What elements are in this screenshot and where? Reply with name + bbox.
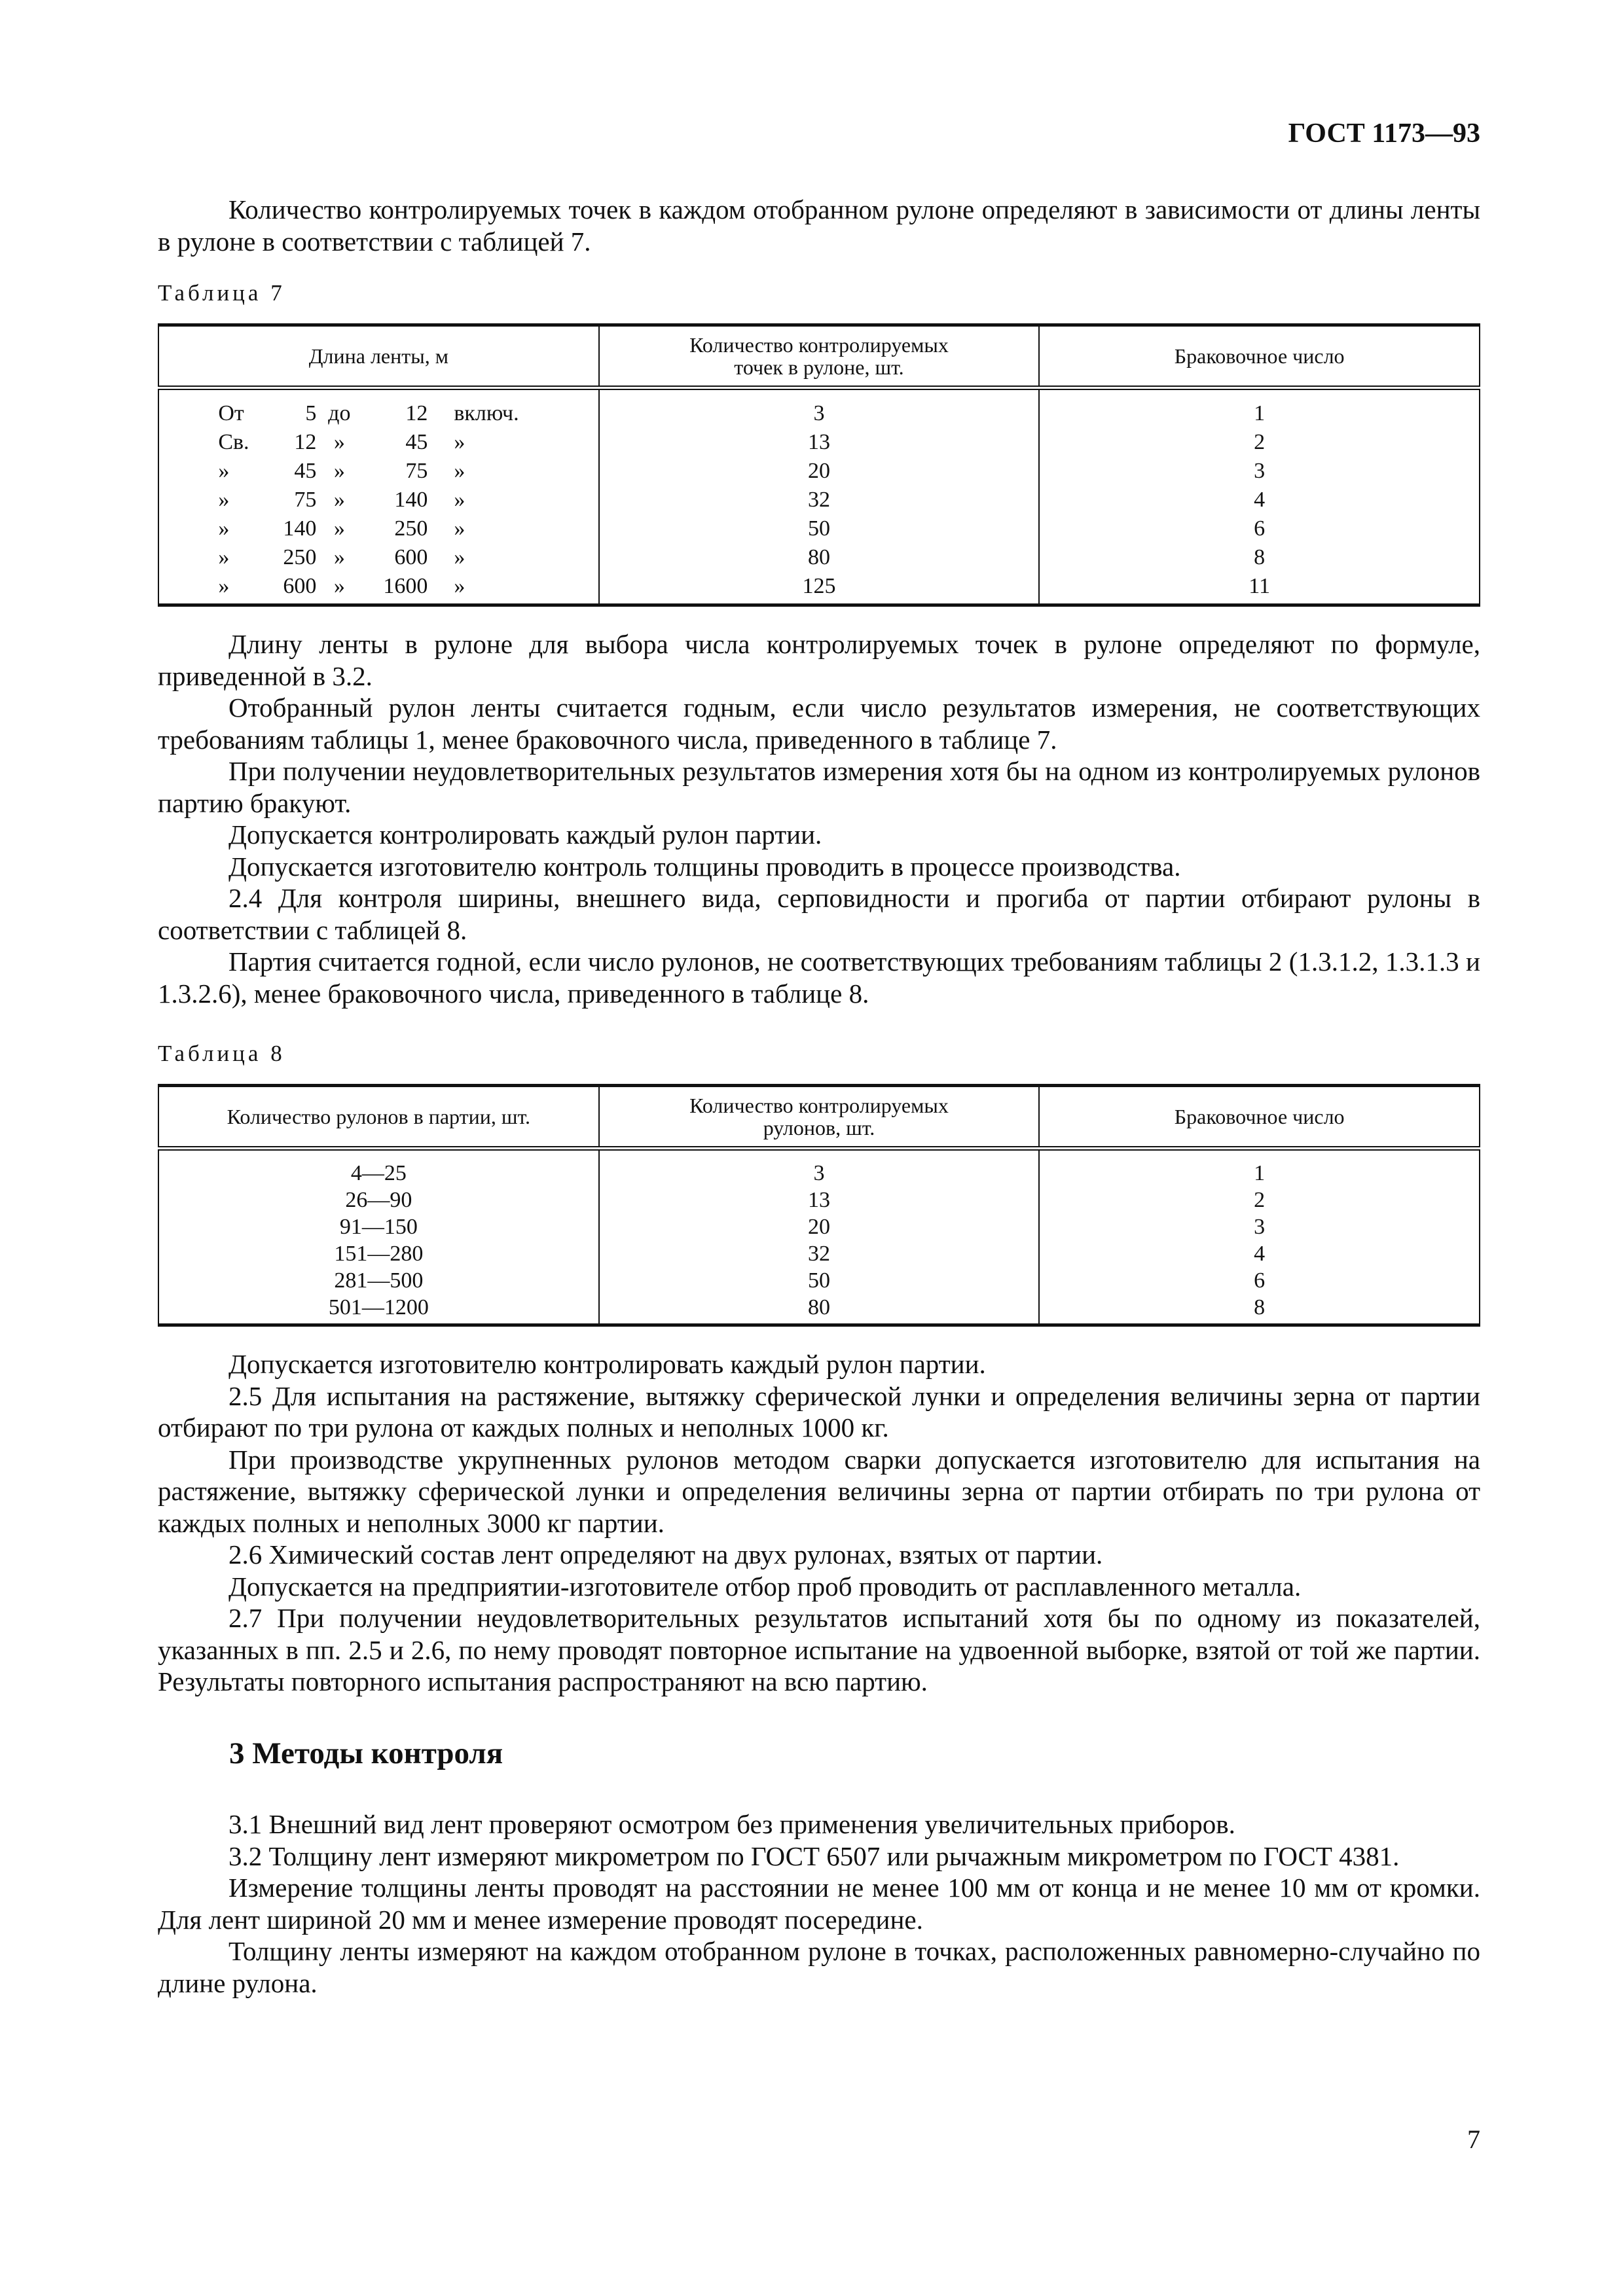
table-row — [158, 1187, 1480, 1213]
table-row — [158, 572, 1480, 605]
page-number: 7 — [1467, 2125, 1480, 2154]
reject-cell: 3 — [1039, 1213, 1480, 1240]
length-from: 5 — [305, 401, 317, 425]
table-row — [158, 1294, 1480, 1325]
table-row — [158, 486, 1480, 514]
reject-cell: 2 — [1039, 428, 1480, 457]
sample-cell: 3 — [599, 1149, 1040, 1187]
length-prefix: » — [218, 574, 230, 598]
length-separator: » — [333, 516, 345, 541]
points-cell: 32 — [599, 486, 1040, 514]
length-prefix: » — [218, 545, 230, 569]
length-suffix: » — [454, 574, 465, 598]
intro-text — [158, 194, 1480, 257]
length-suffix: » — [454, 545, 465, 569]
reject-cell: 4 — [1039, 1240, 1480, 1267]
table-row — [158, 388, 1480, 429]
reject-cell: 6 — [1039, 514, 1480, 543]
length-from: 140 — [283, 516, 317, 541]
paragraph: При производстве укрупненных рулонов методом сварки допускается изготовителю для испытания на растяжение, вытяжку сферической лунки и определения величины зерна от партии отбирать по три рулона от каждых полных и неполных 3000 кг партии. — [158, 1444, 1480, 1538]
column-header: Количество контролируемых точек в рулоне, шт. — [599, 325, 1040, 388]
paragraph: Толщину ленты измеряют на каждом отобранном рулоне в точках, расположенных равномерно-случайно по длине рулона. — [158, 1936, 1480, 1998]
length-to: 600 — [394, 545, 428, 569]
sample-cell: 32 — [599, 1240, 1040, 1267]
length-to: 250 — [394, 516, 428, 541]
length-from: 12 — [294, 430, 317, 454]
paragraph: 3.2 Толщину лент измеряют микрометром по ГОСТ 6507 или рычажным микрометром по ГОСТ 4381. — [228, 1840, 1400, 1871]
length-cell — [158, 543, 599, 572]
table-row — [158, 1267, 1480, 1294]
sample-cell: 80 — [599, 1294, 1040, 1325]
reject-cell: 6 — [1039, 1267, 1480, 1294]
lot-size-cell: 26—90 — [158, 1187, 599, 1213]
sample-cell: 13 — [599, 1187, 1040, 1213]
paragraph: Отобранный рулон ленты считается годным, если число результатов измерения, не соответствующих требованиям таблицы 1, менее браковочного числа, приведенного в таблице 7. — [158, 692, 1480, 755]
sample-cell: 50 — [599, 1267, 1040, 1294]
lot-size-cell: 4—25 — [158, 1149, 599, 1187]
points-cell: 50 — [599, 514, 1040, 543]
length-cell — [158, 572, 599, 605]
table-7 — [158, 323, 1480, 607]
lot-size-cell: 151—280 — [158, 1240, 599, 1267]
methods-text — [158, 1808, 1480, 1999]
paragraph: При получении неудовлетворительных результатов измерения хотя бы на одном из контролируемых рулонов партию бракуют. — [158, 756, 1480, 818]
length-cell — [158, 514, 599, 543]
length-separator: » — [333, 430, 345, 454]
length-from: 250 — [283, 545, 317, 569]
sample-cell: 20 — [599, 1213, 1040, 1240]
length-from: 45 — [294, 459, 317, 483]
column-header: Браковочное число — [1039, 1086, 1480, 1149]
paragraph: Длину ленты в рулоне для выбора числа контролируемых точек в рулоне определяют по формуле, приведенной в 3.2. — [158, 629, 1480, 691]
section-heading: 3 Методы контроля — [229, 1736, 503, 1770]
document-header: ГОСТ 1173—93 — [1288, 118, 1480, 149]
paragraph: Допускается изготовителю контроль толщины проводить в процессе производства. — [228, 851, 1181, 882]
points-cell: 13 — [599, 428, 1040, 457]
length-to: 45 — [405, 430, 428, 454]
points-cell: 80 — [599, 543, 1040, 572]
paragraph: 2.4 Для контроля ширины, внешнего вида, серповидности и прогиба от партии отбирают рулоны в соответствии с таблицей 8. — [158, 883, 1480, 945]
reject-cell: 8 — [1039, 543, 1480, 572]
column-header: Количество рулонов в партии, шт. — [158, 1086, 599, 1149]
reject-cell: 3 — [1039, 457, 1480, 486]
reject-cell: 4 — [1039, 486, 1480, 514]
length-separator: » — [333, 574, 345, 598]
length-prefix: От — [218, 401, 244, 425]
length-suffix: » — [454, 516, 465, 541]
table-row — [158, 1213, 1480, 1240]
table-row — [158, 543, 1480, 572]
reject-cell: 1 — [1039, 1149, 1480, 1187]
length-from: 600 — [283, 574, 317, 598]
points-cell: 20 — [599, 457, 1040, 486]
column-header: Количество контролируемых рулонов, шт. — [599, 1086, 1040, 1149]
table7-caption: Таблица 7 — [158, 280, 285, 306]
paragraph: Допускается изготовителю контролировать каждый рулон партии. — [228, 1349, 986, 1379]
reject-cell: 8 — [1039, 1294, 1480, 1325]
length-suffix: включ. — [454, 401, 519, 425]
paragraph: 2.5 Для испытания на растяжение, вытяжку сферической лунки и определения величины зерна от партии отбирают по три рулона от каждых полных и неполных 1000 кг. — [158, 1380, 1480, 1443]
paragraph: Количество контролируемых точек в каждом отобранном рулоне определяют в зависимости от длины ленты в рулоне в соответствии с таблицей 7. — [158, 194, 1480, 257]
length-prefix: » — [218, 459, 230, 483]
column-header: Длина ленты, м — [158, 325, 599, 388]
length-to: 1600 — [383, 574, 428, 598]
table-row — [158, 1240, 1480, 1267]
after-text — [158, 1348, 1480, 1698]
length-from: 75 — [294, 488, 317, 512]
length-prefix: » — [218, 516, 230, 541]
length-suffix: » — [454, 430, 465, 454]
paragraph: 2.7 При получении неудовлетворительных результатов испытаний хотя бы по одному из показателей, указанных в пп. 2.5 и 2.6, по нему проводят повторное испытание на удвоенной выборке, взятой от той же партии. Результаты повторного испытания распространяют на всю партию. — [158, 1603, 1480, 1696]
reject-cell: 11 — [1039, 572, 1480, 605]
length-to: 140 — [394, 488, 428, 512]
length-cell — [158, 388, 599, 429]
paragraph: 3.1 Внешний вид лент проверяют осмотром без применения увеличительных приборов. — [228, 1809, 1235, 1839]
length-to: 12 — [405, 401, 428, 425]
length-suffix: » — [454, 459, 465, 483]
paragraph: 2.6 Химический состав лент определяют на двух рулонах, взятых от партии. — [228, 1539, 1103, 1570]
table-row — [158, 1149, 1480, 1187]
length-separator: » — [333, 545, 345, 569]
paragraph: Партия считается годной, если число рулонов, не соответствующих требованиям таблицы 2 (1.3.1.2, 1.3.1.3 и 1.3.2.6), менее браковочного числа, приведенного в таблице 8. — [158, 946, 1480, 1009]
table-8 — [158, 1084, 1480, 1327]
paragraph: Допускается на предприятии-изготовителе отбор проб проводить от расплавленного металла. — [228, 1571, 1302, 1602]
length-separator: » — [333, 488, 345, 512]
length-prefix: » — [218, 488, 230, 512]
paragraph: Измерение толщины ленты проводят на расстоянии не менее 100 мм от конца и не менее 10 мм от кромки. Для лент шириной 20 мм и менее измерение проводят посередине. — [158, 1873, 1480, 1935]
length-cell — [158, 457, 599, 486]
length-suffix: » — [454, 488, 465, 512]
middle-text — [158, 628, 1480, 1009]
length-prefix: Св. — [218, 430, 249, 454]
lot-size-cell: 501—1200 — [158, 1294, 599, 1325]
points-cell: 3 — [599, 388, 1040, 429]
length-cell — [158, 486, 599, 514]
length-separator: до — [328, 401, 351, 425]
points-cell: 125 — [599, 572, 1040, 605]
length-cell — [158, 428, 599, 457]
reject-cell: 1 — [1039, 388, 1480, 429]
lot-size-cell: 281—500 — [158, 1267, 599, 1294]
column-header: Браковочное число — [1039, 325, 1480, 388]
table8-caption: Таблица 8 — [158, 1041, 285, 1066]
length-separator: » — [333, 459, 345, 483]
length-to: 75 — [405, 459, 428, 483]
table-row — [158, 514, 1480, 543]
reject-cell: 2 — [1039, 1187, 1480, 1213]
table-row — [158, 457, 1480, 486]
table-row — [158, 428, 1480, 457]
paragraph: Допускается контролировать каждый рулон партии. — [228, 819, 822, 850]
lot-size-cell: 91—150 — [158, 1213, 599, 1240]
